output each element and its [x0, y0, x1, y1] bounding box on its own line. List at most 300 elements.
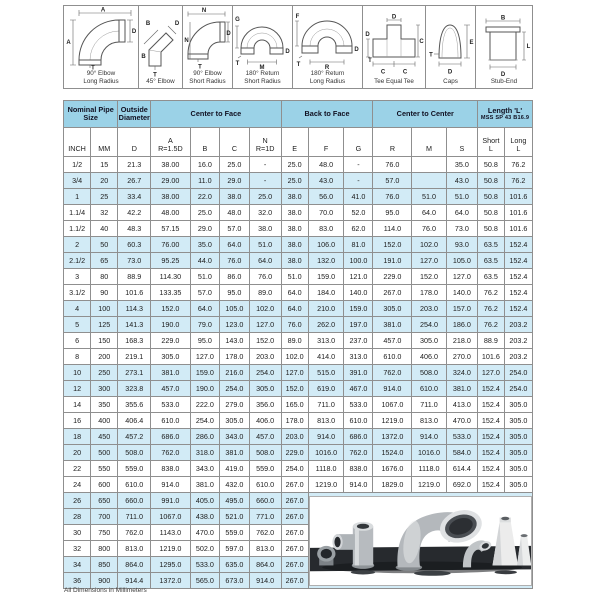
table-row	[64, 429, 533, 445]
table-cell: 343.0	[190, 461, 220, 477]
diagram-stub-end	[476, 5, 533, 89]
table-cell: 186.0	[446, 317, 477, 333]
table-row	[64, 285, 533, 301]
table-cell: 508.0	[249, 445, 281, 461]
table-cell: 25.0	[281, 157, 308, 173]
table-cell: 381.0	[446, 381, 477, 397]
table-cell: 25.0	[190, 205, 220, 221]
table-cell: 267.0	[373, 285, 412, 301]
table-cell: 323.8	[118, 381, 151, 397]
table-cell: 508.0	[118, 445, 151, 461]
table-cell: 152.4	[478, 429, 505, 445]
table-cell: 267.0	[281, 525, 308, 541]
table-cell: 1.1/2	[64, 221, 91, 237]
group-center-to-center: Center to Center	[373, 101, 478, 128]
table-cell: 1.1/4	[64, 205, 91, 221]
table-cell: 57.0	[373, 173, 412, 189]
table-cell: 127.0	[281, 365, 308, 381]
table-cell: 157.0	[446, 301, 477, 317]
table-cell: 813.0	[308, 413, 344, 429]
table-cell: 635.0	[220, 557, 250, 573]
table-cell: 813.0	[412, 413, 446, 429]
table-cell: 132.0	[308, 253, 344, 269]
table-cell: 95.25	[151, 253, 190, 269]
table-cell: 76.2	[478, 301, 505, 317]
table-cell: 65	[91, 253, 118, 269]
table-cell: 101.6	[478, 349, 505, 365]
table-cell: 140.0	[344, 285, 373, 301]
diagram-caption: 90° Elbow Long Radius	[83, 70, 119, 86]
table-cell: 152.4	[478, 397, 505, 413]
table-cell: 152.0	[281, 381, 308, 397]
diagram-elbow-90-long-radius	[63, 5, 139, 89]
col-e: E	[281, 128, 308, 157]
table-cell: 64.0	[412, 205, 446, 221]
table-cell: 305.0	[504, 429, 532, 445]
table-cell: 762.0	[249, 525, 281, 541]
table-cell: 267.0	[281, 557, 308, 573]
table-cell: 914.0	[373, 381, 412, 397]
dim-label: L	[526, 44, 531, 51]
table-cell: 502.0	[190, 541, 220, 557]
table-cell: 88.9	[478, 333, 505, 349]
table-cell: 413.0	[446, 397, 477, 413]
table-cell: 1829.0	[373, 477, 412, 493]
diagram-tee-equal	[363, 5, 426, 89]
table-cell: 405.0	[190, 493, 220, 509]
dim-label: C	[402, 69, 408, 76]
table-cell: 614.4	[446, 461, 477, 477]
table-cell: 10	[64, 365, 91, 381]
table-cell: 89.0	[281, 333, 308, 349]
dim-label: D	[131, 29, 137, 36]
mss-standard-label: MSS SP 43 B16.9	[480, 114, 530, 121]
table-cell: 267.0	[281, 493, 308, 509]
diagram-elbow-90-short-radius	[183, 5, 233, 89]
table-cell: 686.0	[151, 429, 190, 445]
diagram-caption: Caps	[443, 78, 458, 86]
table-cell: 750	[91, 525, 118, 541]
table-row	[64, 269, 533, 285]
dim-label: D	[447, 69, 453, 76]
group-center-to-face: Center to Face	[151, 101, 281, 128]
table-cell: 20	[64, 445, 91, 461]
table-cell: 76.2	[478, 285, 505, 301]
col-a: A R=1.5D	[151, 128, 190, 157]
table-cell: 152.0	[249, 333, 281, 349]
table-cell: 305.0	[504, 445, 532, 461]
tee-drawing	[364, 14, 424, 78]
table-cell: 610.0	[344, 413, 373, 429]
table-cell: 1	[64, 189, 91, 205]
table-row	[64, 477, 533, 493]
dim-label: D	[174, 21, 180, 28]
diagram-caps	[426, 5, 476, 89]
table-cell: 64.0	[446, 205, 477, 221]
table-cell: 559.0	[249, 461, 281, 477]
table-cell: 14	[64, 397, 91, 413]
footer-note: All Dimensions in Millimeters	[64, 587, 147, 594]
table-cell: 286.0	[190, 429, 220, 445]
table-row	[64, 221, 533, 237]
table-cell: 50.8	[478, 189, 505, 205]
table-cell: 93.0	[446, 237, 477, 253]
table-cell: 152.4	[504, 269, 532, 285]
table-cell: 305.0	[504, 477, 532, 493]
table-cell: 406.0	[249, 413, 281, 429]
table-cell: 76.00	[151, 237, 190, 253]
table-cell: 2.1/2	[64, 253, 91, 269]
table-cell: 88.9	[118, 269, 151, 285]
dim-label: G	[235, 17, 240, 24]
dimensions-table	[63, 100, 533, 589]
table-cell: 414.0	[308, 349, 344, 365]
table-cell: 1524.0	[373, 445, 412, 461]
table-cell: 73.0	[446, 221, 477, 237]
table-cell: 48.00	[151, 205, 190, 221]
table-cell: 254.0	[504, 365, 532, 381]
table-cell: 1118.0	[412, 461, 446, 477]
table-cell: 305.0	[220, 413, 250, 429]
table-cell: 105.0	[446, 253, 477, 269]
table-cell: 51.0	[412, 189, 446, 205]
table-cell: 1219.0	[373, 413, 412, 429]
dim-label: T	[153, 72, 157, 79]
table-cell: 29.00	[151, 173, 190, 189]
table-cell: 81.0	[344, 237, 373, 253]
fittings-photo-art	[310, 497, 531, 585]
table-cell: 406.4	[118, 413, 151, 429]
table-cell: 50.8	[478, 157, 505, 173]
table-cell: 29.0	[220, 173, 250, 189]
table-cell: 1372.0	[373, 429, 412, 445]
table-cell: 38.0	[281, 253, 308, 269]
table-cell: 32.0	[249, 205, 281, 221]
table-cell: 914.4	[118, 573, 151, 589]
table-cell: 700	[91, 509, 118, 525]
dim-label: E	[469, 40, 474, 47]
table-cell: 550	[91, 461, 118, 477]
table-cell: 270.0	[446, 349, 477, 365]
table-cell: 76.2	[504, 157, 532, 173]
table-cell: 610.0	[249, 477, 281, 493]
table-cell: 203.2	[504, 333, 532, 349]
dim-label: C	[419, 39, 424, 46]
table-cell: 254.0	[249, 365, 281, 381]
table-cell: 102.0	[412, 237, 446, 253]
table-cell: 38.0	[220, 189, 250, 205]
table-cell: 48.3	[118, 221, 151, 237]
table-cell: 127.0	[412, 253, 446, 269]
table-cell: 914.0	[151, 477, 190, 493]
table-cell: 237.0	[344, 333, 373, 349]
table-cell: 41.0	[344, 189, 373, 205]
table-cell: 222.0	[190, 397, 220, 413]
dim-label: R	[324, 65, 330, 71]
table-cell: 26.7	[118, 173, 151, 189]
table-row	[64, 365, 533, 381]
diagram-caption: 90° Elbow Short Radius	[189, 70, 226, 86]
col-n: N R=1D	[249, 128, 281, 157]
table-cell: 660.0	[249, 493, 281, 509]
table-cell: 203.0	[412, 301, 446, 317]
diagram-caption: 45° Elbow	[146, 78, 175, 86]
col-inch: INCH	[64, 128, 91, 157]
table-cell: 313.0	[344, 349, 373, 365]
table-cell: 43.0	[446, 173, 477, 189]
table-cell: 125	[91, 317, 118, 333]
table-cell: 381.0	[373, 317, 412, 333]
table-cell: 52.0	[344, 205, 373, 221]
dim-label: C	[380, 69, 386, 76]
table-cell: 48.0	[220, 205, 250, 221]
col-f: F	[308, 128, 344, 157]
table-cell: 35.0	[446, 157, 477, 173]
dim-label: A	[100, 7, 106, 14]
col-short-l: Short L	[478, 128, 505, 157]
table-cell: 900	[91, 573, 118, 589]
table-cell: 686.0	[344, 429, 373, 445]
table-cell: 40	[91, 221, 118, 237]
table-cell: 57.0	[220, 221, 250, 237]
table-cell: 127.0	[478, 365, 505, 381]
table-cell: 254.0	[412, 317, 446, 333]
table-cell: 762.0	[344, 445, 373, 461]
table-cell: 133.35	[151, 285, 190, 301]
table-cell: 38.0	[281, 205, 308, 221]
table-cell: 64.0	[249, 253, 281, 269]
table-cell: 711.0	[308, 397, 344, 413]
table-cell: 38.00	[151, 189, 190, 205]
table-cell: 692.0	[446, 477, 477, 493]
col-m: M	[412, 128, 446, 157]
table-cell: 101.6	[504, 205, 532, 221]
table-cell: 267.0	[281, 573, 308, 589]
table-cell: -	[249, 157, 281, 173]
table-cell: 1067.0	[151, 509, 190, 525]
table-cell: 267.0	[281, 509, 308, 525]
dim-label: F	[295, 14, 300, 21]
table-row	[64, 349, 533, 365]
table-cell: -	[344, 173, 373, 189]
table-cell: 168.3	[118, 333, 151, 349]
diagram-return-180-long-radius	[293, 5, 363, 89]
table-row	[64, 189, 533, 205]
table-cell: 1016.0	[412, 445, 446, 461]
table-cell: 106.0	[308, 237, 344, 253]
table-cell: -	[344, 157, 373, 173]
table-row	[64, 493, 533, 509]
table-cell: 914.0	[412, 429, 446, 445]
table-cell: 470.0	[446, 413, 477, 429]
table-cell: 1219.0	[412, 477, 446, 493]
table-cell: 152.4	[504, 253, 532, 269]
table-row	[64, 205, 533, 221]
table-cell: 305.0	[373, 301, 412, 317]
table-cell: 114.0	[373, 221, 412, 237]
table-cell: 25.0	[220, 157, 250, 173]
fittings-photo	[309, 496, 532, 586]
table-cell: 38.0	[281, 189, 308, 205]
table-cell: 203.0	[281, 429, 308, 445]
group-length-l: Length 'L' MSS SP 43 B16.9	[478, 101, 533, 128]
table-cell: 105.0	[220, 301, 250, 317]
table-cell: 4	[64, 301, 91, 317]
table-cell: 15	[91, 157, 118, 173]
table-cell: 50.8	[478, 173, 505, 189]
table-cell: 127.0	[190, 349, 220, 365]
table-cell: 150	[91, 333, 118, 349]
diagram-caption: Tee Equal Tee	[374, 78, 414, 86]
table-row	[64, 461, 533, 477]
stub-end-drawing	[477, 14, 531, 78]
table-row	[64, 301, 533, 317]
table-cell: 114.30	[151, 269, 190, 285]
table-cell: 1219.0	[151, 541, 190, 557]
table-cell: 391.0	[344, 365, 373, 381]
table-cell: 597.0	[220, 541, 250, 557]
table-cell: 152.0	[151, 301, 190, 317]
table-cell: 495.0	[220, 493, 250, 509]
table-cell: 38.0	[281, 237, 308, 253]
table-cell: 76.0	[412, 221, 446, 237]
table-cell: 50.8	[478, 221, 505, 237]
table-cell: 152.4	[478, 477, 505, 493]
table-cell: 279.0	[220, 397, 250, 413]
table-cell: 25.0	[249, 189, 281, 205]
table-cell: 63.5	[478, 253, 505, 269]
table-cell: 178.0	[281, 413, 308, 429]
table-cell: 203.2	[504, 349, 532, 365]
table-cell: 43.0	[308, 173, 344, 189]
table-cell: 419.0	[220, 461, 250, 477]
group-header-row	[64, 101, 533, 128]
table-cell: 229.0	[373, 269, 412, 285]
table-cell: 60.3	[118, 237, 151, 253]
table-row	[64, 445, 533, 461]
table-cell: 25	[91, 189, 118, 205]
table-cell: 100.0	[344, 253, 373, 269]
table-cell: 38.00	[151, 157, 190, 173]
table-cell: 159.0	[344, 301, 373, 317]
table-cell: 650	[91, 493, 118, 509]
table-cell: 57.15	[151, 221, 190, 237]
table-cell: 432.0	[220, 477, 250, 493]
table-cell: 500	[91, 445, 118, 461]
table-cell: 457.0	[373, 333, 412, 349]
table-cell: 467.0	[344, 381, 373, 397]
table-cell: 64.0	[281, 301, 308, 317]
table-cell: 114.3	[118, 301, 151, 317]
table-cell: 22.0	[190, 189, 220, 205]
table-cell	[412, 157, 446, 173]
column-header-row	[64, 128, 533, 157]
table-cell: 1295.0	[151, 557, 190, 573]
table-cell: 56.0	[308, 189, 344, 205]
dim-label: B	[145, 21, 151, 28]
table-cell: 21.3	[118, 157, 151, 173]
table-cell: 914.0	[344, 477, 373, 493]
table-cell: 216.0	[220, 365, 250, 381]
table-cell: 178.0	[412, 285, 446, 301]
table-cell: 16	[64, 413, 91, 429]
col-d: D	[118, 128, 151, 157]
table-cell: 76.0	[373, 189, 412, 205]
table-cell: 381.0	[151, 365, 190, 381]
table-cell: 254.0	[504, 381, 532, 397]
col-g: G	[344, 128, 373, 157]
col-c: C	[220, 128, 250, 157]
table-cell: 660.0	[118, 493, 151, 509]
table-row	[64, 253, 533, 269]
diagram-elbow-45	[139, 5, 183, 89]
table-cell: 152.4	[478, 381, 505, 397]
group-nominal-pipe-size: Nominal Pipe Size	[64, 101, 118, 128]
table-cell: 127.0	[446, 269, 477, 285]
col-long-l: Long L	[504, 128, 532, 157]
dim-label: T	[198, 64, 202, 71]
table-cell: 1143.0	[151, 525, 190, 541]
dim-label: N	[201, 8, 207, 15]
dim-label: N	[184, 38, 189, 45]
table-cell: 51.0	[446, 189, 477, 205]
table-cell: 991.0	[151, 493, 190, 509]
table-cell: 141.3	[118, 317, 151, 333]
table-cell: 533.0	[446, 429, 477, 445]
table-cell: 95.0	[190, 333, 220, 349]
dim-label: T	[368, 58, 372, 65]
table-cell: 101.6	[118, 285, 151, 301]
dim-label: D	[226, 31, 231, 38]
table-cell: 305.0	[151, 349, 190, 365]
table-cell: 864.0	[249, 557, 281, 573]
table-cell: 3/4	[64, 173, 91, 189]
table-cell: 305.0	[412, 333, 446, 349]
table-row	[64, 237, 533, 253]
dim-label: M	[259, 65, 265, 71]
table-cell: 533.0	[151, 397, 190, 413]
table-row	[64, 173, 533, 189]
table-cell: 711.0	[412, 397, 446, 413]
table-cell: 191.0	[373, 253, 412, 269]
dim-label: T	[296, 62, 301, 69]
table-cell: 152.4	[478, 461, 505, 477]
table-cell: 343.0	[220, 429, 250, 445]
table-cell: 864.0	[118, 557, 151, 573]
table-cell: 12	[64, 381, 91, 397]
table-cell: 51.0	[249, 237, 281, 253]
table-cell: 254.0	[220, 381, 250, 397]
table-cell: 102.0	[281, 349, 308, 365]
table-cell: 121.0	[344, 269, 373, 285]
dim-label: D	[500, 72, 506, 79]
dim-label: A	[66, 40, 71, 47]
table-cell: 190.0	[190, 381, 220, 397]
table-cell: 457.2	[118, 429, 151, 445]
table-cell: 38.0	[281, 221, 308, 237]
table-cell: 143.0	[220, 333, 250, 349]
table-cell: 313.0	[308, 333, 344, 349]
table-cell: 438.0	[190, 509, 220, 525]
table-cell: 29.0	[190, 221, 220, 237]
table-cell: 48.0	[308, 157, 344, 173]
table-cell: 64.0	[190, 301, 220, 317]
dim-label: B	[500, 15, 506, 22]
table-cell: 22	[64, 461, 91, 477]
table-cell: 32	[64, 541, 91, 557]
table-cell	[412, 173, 446, 189]
table-cell: 20	[91, 173, 118, 189]
